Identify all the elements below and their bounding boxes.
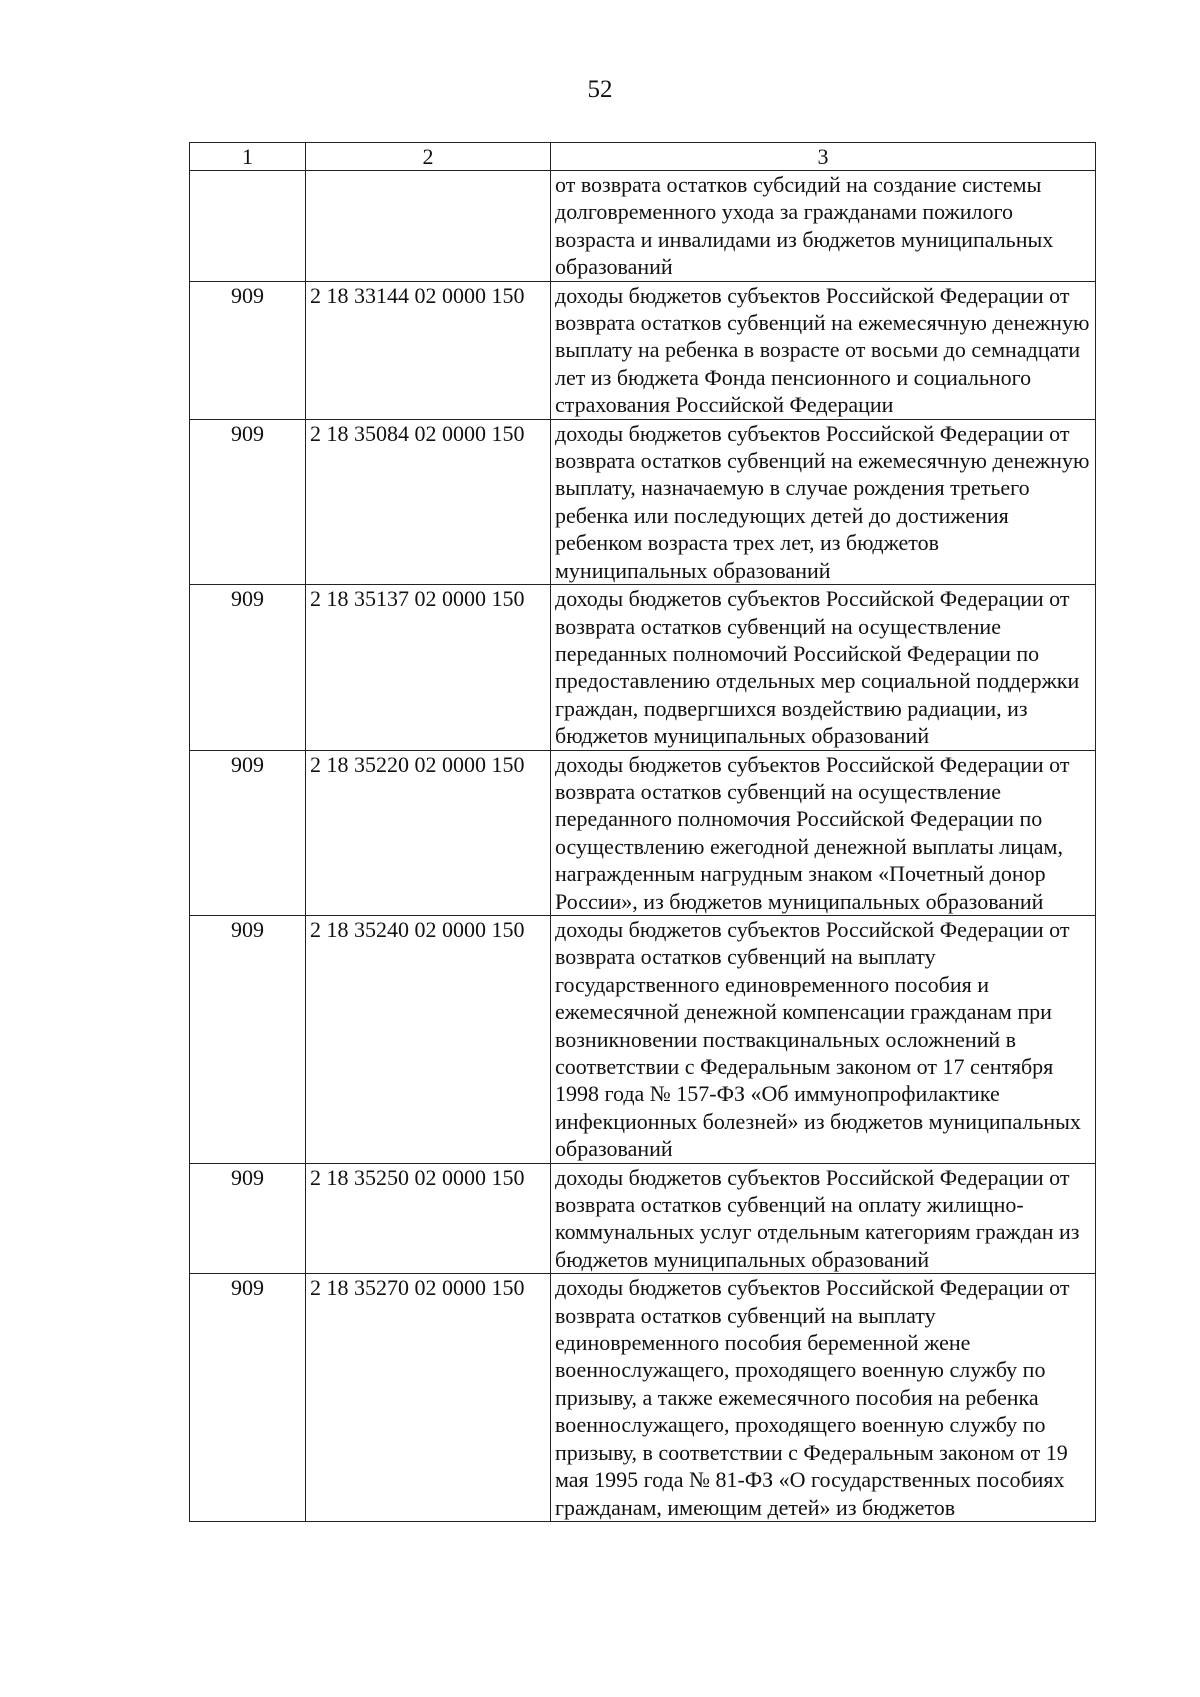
admin-code-cell (190, 171, 306, 282)
header-col-3: 3 (551, 143, 1096, 171)
admin-code-cell: 909 (190, 281, 306, 419)
income-description-cell: от возврата остатков субсидий на создание системы долговременного ухода за гражданами пожилого возраста и инвалидами из бюджетов муниципальных образований (551, 171, 1096, 282)
table-row (190, 1163, 1096, 1274)
table-header (190, 143, 1096, 171)
income-codes-table (189, 142, 1096, 1522)
table-body (190, 171, 1096, 1522)
page-number: 52 (587, 76, 613, 103)
budget-class-code-cell: 2 18 33144 02 0000 150 (306, 281, 551, 419)
income-description-cell: доходы бюджетов субъектов Российской Федерации от возврата остатков субвенций на оплату жилищно-коммунальных услуг отдельным категориям граждан из бюджетов муниципальных образований (551, 1163, 1096, 1274)
budget-class-code-cell: 2 18 35220 02 0000 150 (306, 750, 551, 915)
table-row (190, 281, 1096, 419)
budget-class-code-cell (306, 171, 551, 282)
table-row (190, 750, 1096, 915)
budget-class-code-cell: 2 18 35270 02 0000 150 (306, 1274, 551, 1522)
table-row (190, 1274, 1096, 1522)
admin-code-cell: 909 (190, 1274, 306, 1522)
table-row (190, 171, 1096, 282)
header-col-2: 2 (306, 143, 551, 171)
table-header-row (190, 143, 1096, 171)
income-description-cell: доходы бюджетов субъектов Российской Федерации от возврата остатков субвенций на осуществление переданного полномочия Российской Федерации по осуществлению ежегодной денежной выплаты лицам, награжденным нагрудным знаком «Почетный донор России», из бюджетов муниципальных образований (551, 750, 1096, 915)
income-description-cell: доходы бюджетов субъектов Российской Федерации от возврата остатков субвенций на осуществление переданных полномочий Российской Федерации по предоставлению отдельных мер социальной поддержки граждан, подвергшихся воздействию радиации, из бюджетов муниципальных образований (551, 585, 1096, 750)
budget-class-code-cell: 2 18 35084 02 0000 150 (306, 419, 551, 584)
admin-code-cell: 909 (190, 1163, 306, 1274)
header-col-1: 1 (190, 143, 306, 171)
income-description-cell: доходы бюджетов субъектов Российской Федерации от возврата остатков субвенций на ежемесячную денежную выплату, назначаемую в случае рождения третьего ребенка или последующих детей до достижения ребенком возраста трех лет, из бюджетов муниципальных образований (551, 419, 1096, 584)
admin-code-cell: 909 (190, 750, 306, 915)
admin-code-cell: 909 (190, 419, 306, 584)
income-description-cell: доходы бюджетов субъектов Российской Федерации от возврата остатков субвенций на выплату государственного единовременного пособия и ежемесячной денежной компенсации гражданам при возникновении поствакцинальных осложнений в соответствии с Федеральным законом от 17 сентября 1998 года № 157-ФЗ «Об иммунопрофилактике инфекционных болезней» из бюджетов муниципальных образований (551, 915, 1096, 1163)
table-row (190, 419, 1096, 584)
table-row (190, 585, 1096, 750)
table-row (190, 915, 1096, 1163)
budget-class-code-cell: 2 18 35137 02 0000 150 (306, 585, 551, 750)
budget-class-code-cell: 2 18 35250 02 0000 150 (306, 1163, 551, 1274)
admin-code-cell: 909 (190, 915, 306, 1163)
budget-class-code-cell: 2 18 35240 02 0000 150 (306, 915, 551, 1163)
admin-code-cell: 909 (190, 585, 306, 750)
income-description-cell: доходы бюджетов субъектов Российской Федерации от возврата остатков субвенций на выплату единовременного пособия беременной жене военнослужащего, проходящего военную службу по призыву, а также ежемесячного пособия на ребенка военнослужащего, проходящего военную службу по призыву, в соответствии с Федеральным законом от 19 мая 1995 года № 81-ФЗ «О государственных пособиях гражданам, имеющим детей» из бюджетов (551, 1274, 1096, 1522)
income-description-cell: доходы бюджетов субъектов Российской Федерации от возврата остатков субвенций на ежемесячную денежную выплату на ребенка в возрасте от восьми до семнадцати лет из бюджета Фонда пенсионного и социального страхования Российской Федерации (551, 281, 1096, 419)
